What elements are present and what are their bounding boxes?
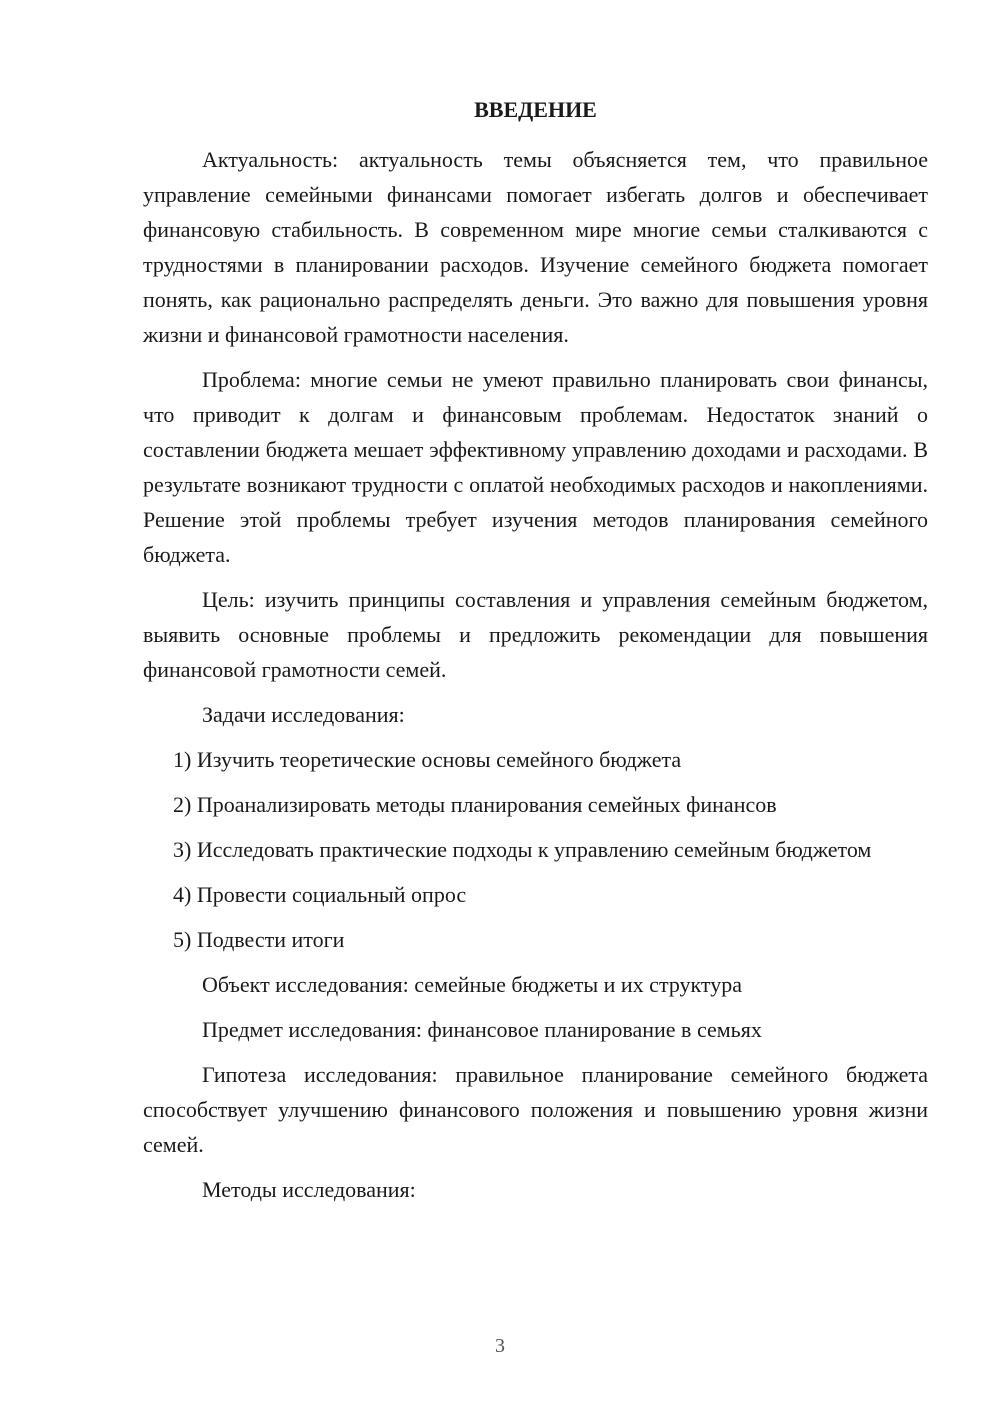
page-number: 3	[495, 1335, 505, 1357]
paragraph-hypothesis: Гипотеза исследования: правильное планирование семейного бюджета способствует улучшению финансового положения и повышению уровня жизни семей.	[143, 1062, 928, 1157]
task-item-1: 1) Изучить теоретические основы семейного бюджета	[173, 747, 682, 772]
methods-heading: Методы исследования:	[202, 1177, 416, 1202]
document-page	[143, 0, 928, 1414]
paragraph-problem: Проблема: многие семьи не умеют правильно планировать свои финансы, что приводит к долгам и финансовым проблемам. Недостаток знаний о составлении бюджета мешает эффективному управлению доходами и расходами. В результате возникают трудности с оплатой необходимых расходов и накоплениями. Решение этой проблемы требует изучения методов планирования семейного бюджета.	[143, 367, 928, 567]
paragraph-object: Объект исследования: семейные бюджеты и их структура	[202, 972, 743, 997]
task-item-4: 4) Провести социальный опрос	[173, 882, 467, 907]
document-body	[143, 142, 928, 1207]
paragraph-relevance: Актуальность: актуальность темы объясняется тем, что правильное управление семейными финансами помогает избегать долгов и обеспечивает финансовую стабильность. В современном мире многие семьи сталкиваются с трудностями в планировании расходов. Изучение семейного бюджета помогает понять, как рационально распределять деньги. Это важно для повышения уровня жизни и финансовой грамотности населения.	[143, 147, 928, 347]
tasks-heading: Задачи исследования:	[202, 702, 405, 727]
paragraph-subject: Предмет исследования: финансовое планирование в семьях	[202, 1017, 762, 1042]
task-item-5: 5) Подвести итоги	[173, 927, 345, 952]
page-title: ВВЕДЕНИЕ	[474, 97, 597, 122]
paragraph-goal: Цель: изучить принципы составления и управления семейным бюджетом, выявить основные проблемы и предложить рекомендации для повышения финансовой грамотности семей.	[143, 587, 928, 682]
task-item-2: 2) Проанализировать методы планирования семейных финансов	[173, 792, 777, 817]
task-item-3: 3) Исследовать практические подходы к управлению семейным бюджетом	[173, 837, 872, 862]
